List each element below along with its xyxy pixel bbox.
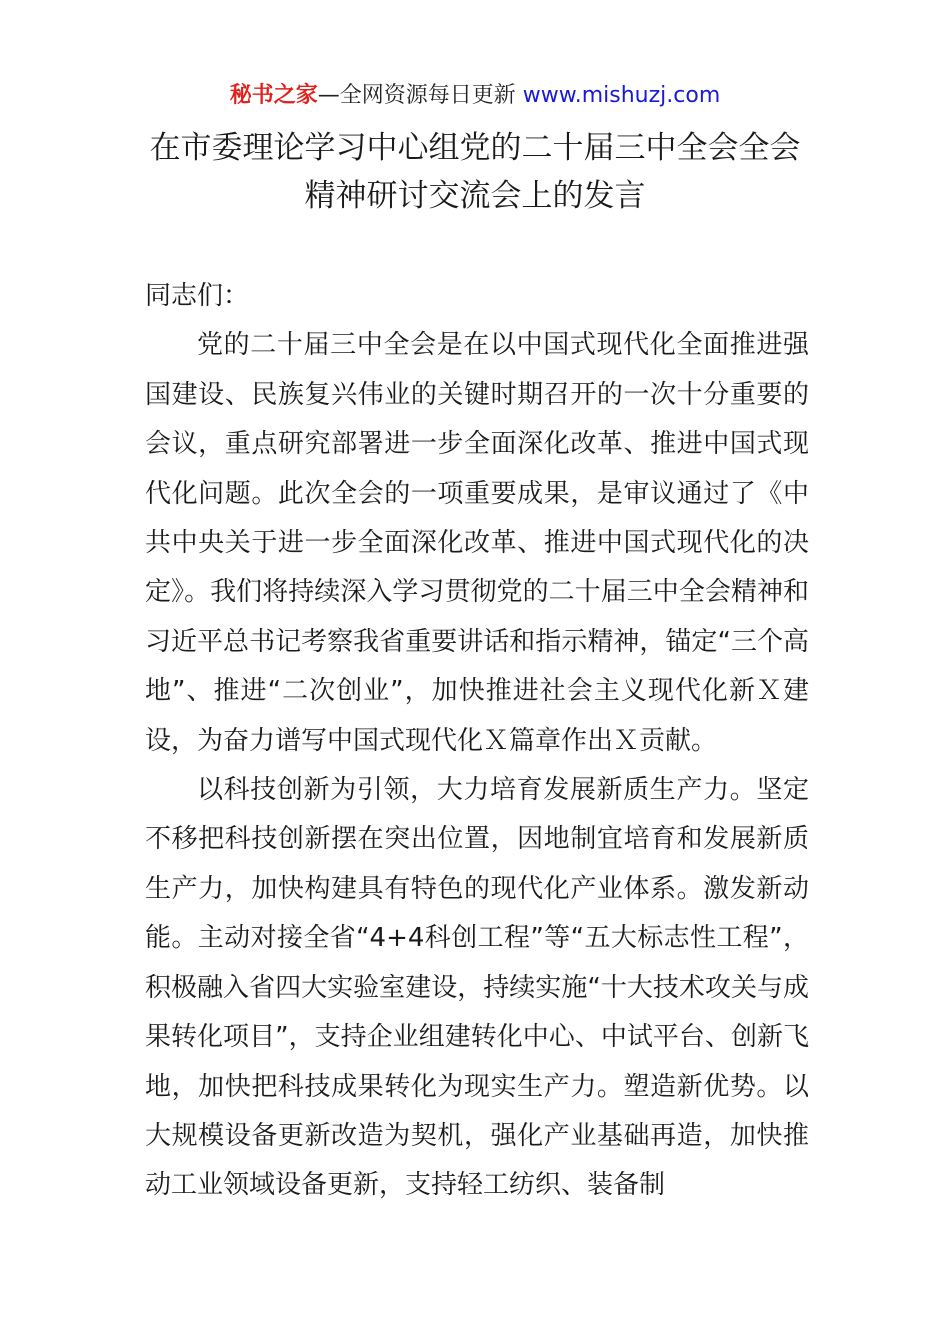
header-tagline: —全网资源每日更新	[317, 83, 523, 108]
brand-name: 秘书之家	[229, 83, 318, 108]
document-title	[0, 124, 950, 220]
document-body	[145, 272, 809, 1211]
title-line-2: 精神研讨交流会上的发言	[304, 178, 646, 214]
body-paragraph: 以科技创新为引领，大力培育发展新质生产力。坚定不移把科技创新摆在突出位置，因地制宜培育和发展新质生产力，加快构建具有特色的现代化产业体系。激发新动能。主动对接全省“4+4科创工程”等“五大标志性工程”，积极融入省四大实验室建设，持续实施“十大技术攻关与成果转化项目”，支持企业组建转化中心、中试平台、创新飞地，加快把科技成果转化为现实生产力。塑造新优势。以大规模设备更新改造为契机，强化产业基础再造，加快推动工业领域设备更新，支持轻工纺织、装备制	[145, 775, 809, 1201]
salutation: 同志们：	[145, 281, 250, 311]
site-url-link[interactable]: www.mishuzj.com	[522, 83, 721, 108]
title-line-1: 在市委理论学习中心组党的二十届三中全会全会	[149, 130, 801, 166]
site-header	[0, 80, 950, 112]
body-paragraph: 党的二十届三中全会是在以中国式现代化全面推进强国建设、民族复兴伟业的关键时期召开的一次十分重要的会议，重点研究部署进一步全面深化改革、推进中国式现代化问题。此次全会的一项重要成果，是审议通过了《中共中央关于进一步全面深化改革、推进中国式现代化的决定》。我们将持续深入学习贯彻党的二十届三中全会精神和习近平总书记考察我省重要讲话和指示精神，锚定“三个高地”、推进“二次创业”，加快推进社会主义现代化新Ｘ建设，为奋力谱写中国式现代化Ｘ篇章作出Ｘ贡献。	[145, 330, 809, 756]
